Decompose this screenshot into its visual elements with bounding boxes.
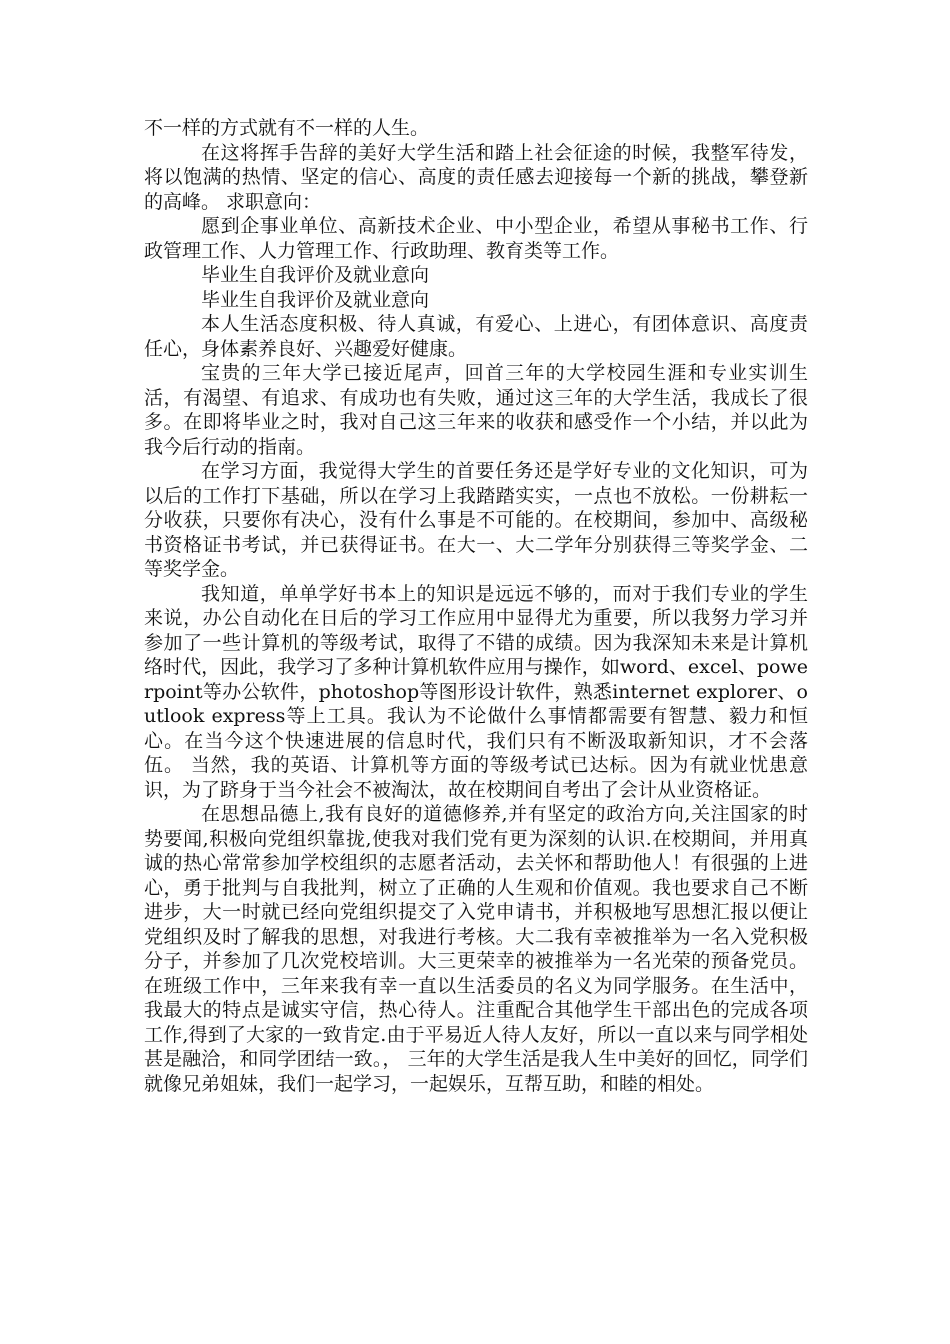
paragraph-farewell: 在这将挥手告辞的美好大学生活和踏上社会征途的时候，我整军待发，将以饱满的热情、坚定的信心、高度的责任感去迎接每一个新的挑战，攀登新的高峰。 求职意向： — [144, 141, 808, 213]
paragraph-attitude: 本人生活态度积极、待人真诚，有爱心、上进心，有团体意识、高度责任心，身体素养良好、兴趣爱好健康。 — [144, 313, 808, 360]
paragraph-study: 在学习方面，我觉得大学生的首要任务还是学好专业的文化知识，可为以后的工作打下基础，所以在学习上我踏踏实实，一点也不放松。一份耕耘一分收获，只要你有决心，没有什么事是不可能的。在校期间，参加中、高级秘书资格证书考试，并已获得证书。在大一、大二学年分别获得三等奖学金、二等奖学金。 — [144, 460, 808, 580]
paragraph-computer-skills: 我知道，单单学好书本上的知识是远远不够的，而对于我们专业的学生来说，办公自动化在日后的学习工作应用中显得尤为重要，所以我努力学习并参加了一些计算机的等级考试，取得了不错的成绩。因为我深知未来是计算机络时代，因此，我学习了多种计算机软件应用与操作，如word、excel、powerpoint等办公软件，photoshop等图形设计软件，熟悉internet explorer、outlook express等上工具。我认为不论做什么事情都需要有智慧、毅力和恒心。在当今这个快速进展的信息时代，我们只有不断汲取新知识，才不会落伍。 当然，我的英语、计算机等方面的等级考试已达标。因为有就业忧患意识，为了跻身于当今社会不被淘汰，故在校期间自考出了会计从业资格证。 — [144, 582, 808, 801]
section-heading-repeat: 毕业生自我评价及就业意向 — [201, 288, 430, 311]
paragraph-intro-fragment: 不一样的方式就有不一样的人生。 — [144, 117, 430, 139]
paragraph-character: 在思想品德上,我有良好的道德修养,并有坚定的政治方向,关注国家的时势要闻,积极向党组织靠拢,使我对我们党有更为深刻的认识.在校期间，并用真诚的热心常常参加学校组织的志愿者活动，去关怀和帮助他人！有很强的上进心，勇于批判与自我批判，树立了正确的人生观和价值观。我也要求自己不断进步，大一时就已经向党组织提交了入党申请书，并积极地写思想汇报以便让党组织及时了解我的思想，对我进行考核。大二我有幸被推举为一名入党积极分子，并参加了几次党校培训。大三更荣幸的被推举为一名光荣的预备党员。 在班级工作中，三年来我有幸一直以生活委员的名义为同学服务。在生活中，我最大的特点是诚实守信，热心待人。注重配合其他学生干部出色的完成各项工作,得到了大家的一致肯定.由于平易近人待人友好，所以一直以来与同学相处甚是融洽，和同学团结一致。， 三年的大学生活是我人生中美好的回忆，同学们就像兄弟姐妹，我们一起学习，一起娱乐，互帮互助，和睦的相处。 — [144, 803, 808, 1095]
paragraph-job-intent: 愿到企事业单位、高新技术企业、中小型企业，希望从事秘书工作、行政管理工作、人力管理工作、行政助理、教育类等工作。 — [144, 215, 808, 262]
section-heading: 毕业生自我评价及就业意向 — [201, 264, 430, 286]
document-body — [144, 116, 808, 1096]
paragraph-summary: 宝贵的三年大学已接近尾声，回首三年的大学校园生涯和专业实训生活，有渴望、有追求、有成功也有失败，通过这三年的大学生活，我成长了很多。在即将毕业之时，我对自己这三年来的收获和感受作一个小结，并以此为我今后行动的指南。 — [144, 362, 808, 458]
